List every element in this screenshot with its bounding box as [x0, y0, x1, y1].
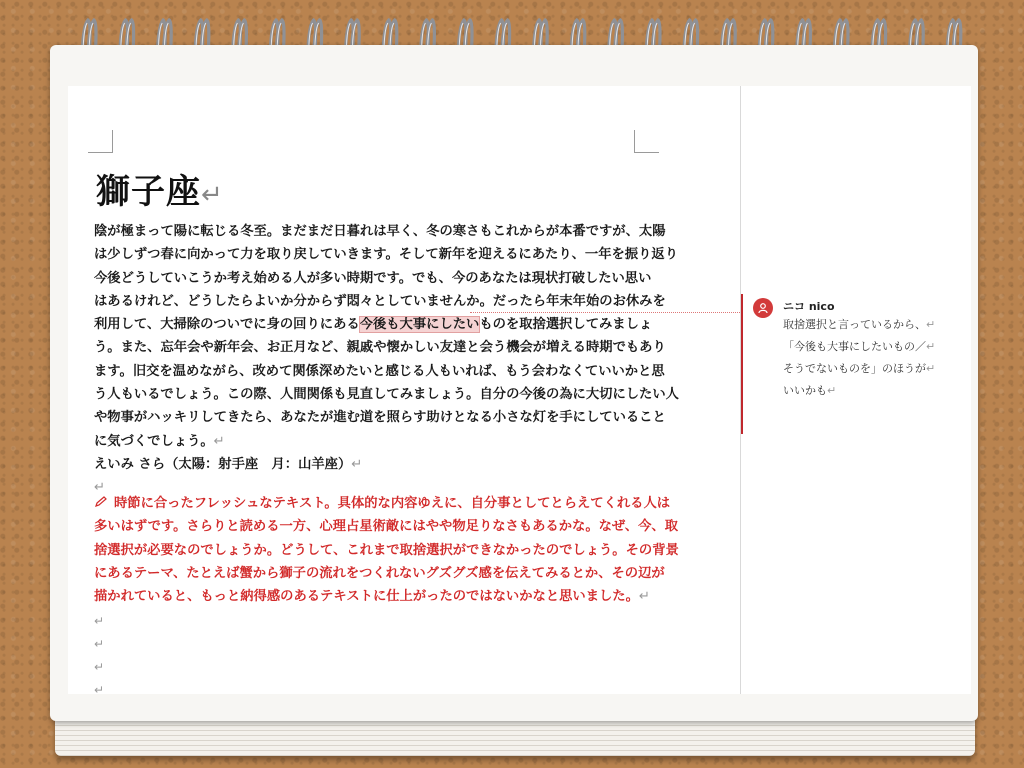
- review-line: 時節に合ったフレッシュなテキスト。具体的な内容ゆえに、自分事としてとらえてくれる人は: [94, 492, 642, 515]
- body-line: う人もいるでしょう。この際、人間関係も見直してみましょう。自分の今後の為に大切にしたい人: [94, 387, 679, 403]
- review-line: 描かれていると、もっと納得感のあるテキストに仕上がったのではないかなと思いました。↵: [94, 589, 651, 605]
- body-line: 陰が極まって陽に転じる冬至。まだまだ日暮れは早く、冬の寒さもこれからが本番ですが、太陽: [94, 224, 666, 239]
- body-line: や物事がハッキリしてきたら、あなたが進む道を照らす助けとなる小さな灯を手にしていること: [94, 410, 666, 426]
- review-line: にあるテーマ、たとえば蟹から獅子の流れをつくれないグズグズ感を伝えてみるとか、その辺が: [94, 565, 665, 581]
- document-page[interactable]: [68, 86, 740, 697]
- empty-paragraphs: ↵ ↵ ↵ ↵: [94, 614, 105, 697]
- review-line: 捨選択が必要なのでしょうか。どうして、これまで取捨選択ができなかったのでしょう。その背景: [94, 542, 679, 558]
- comment-author: ニコ nico: [783, 300, 835, 313]
- body-line: は少しずつ春に向かって力を取り戻していきます。そして新年を迎えるにあたり、一年を振り返り: [94, 247, 678, 263]
- signature-line: えいみ さら（太陽：射手座 月：山羊座）↵: [94, 456, 363, 472]
- review-text[interactable]: [94, 492, 679, 608]
- margin-corner-right: [634, 130, 659, 153]
- pencil-icon: [94, 496, 108, 508]
- body-line: ます。旧交を温めながら、改めて関係深めたいと感じる人もいれば、もう会わなくていいかと思: [94, 363, 665, 379]
- commented-text-highlight[interactable]: 今後も大事にしたい: [359, 317, 480, 333]
- body-line: はあるけれど、どうしたらよいか分からず悶々としていませんか。だったら年末年始のお休みを: [94, 293, 666, 309]
- user-avatar-icon[interactable]: [753, 298, 773, 318]
- review-line: 多いはずです。さらりと読める一方、心理占星術敵にはやや物足りなさもあるかな。なぜ、今、取: [94, 519, 678, 535]
- page-stack-edge: [55, 716, 975, 756]
- document-title[interactable]: 獅子座↵: [96, 172, 224, 212]
- comment-active-bar: [741, 294, 743, 434]
- paragraph-mark-icon: ↵: [201, 180, 224, 210]
- body-line: に気づくでしょう。↵: [94, 433, 225, 449]
- comment-body[interactable]: 取捨選択と言っているから、↵ 「今後も大事にしたいもの／↵ そうでないものを」のほうが↵ いいかも↵: [783, 318, 936, 397]
- comment-pane: [740, 86, 971, 694]
- empty-paragraph: ↵: [94, 480, 106, 496]
- margin-corner-left: [88, 130, 113, 153]
- body-line: 利用して、大掃除のついでに身の回りにある今後も大事にしたいものを取捨選択してみましょ: [94, 317, 653, 333]
- body-line: う。また、忘年会や新年会、お正月など、親戚や懐かしい友達と会う機会が増える時期でもあり: [94, 340, 666, 356]
- body-text[interactable]: [94, 220, 679, 500]
- body-line: 今後どうしていこうか考え始める人が多い時期です。でも、今のあなたは現状打破したい思い: [94, 270, 652, 286]
